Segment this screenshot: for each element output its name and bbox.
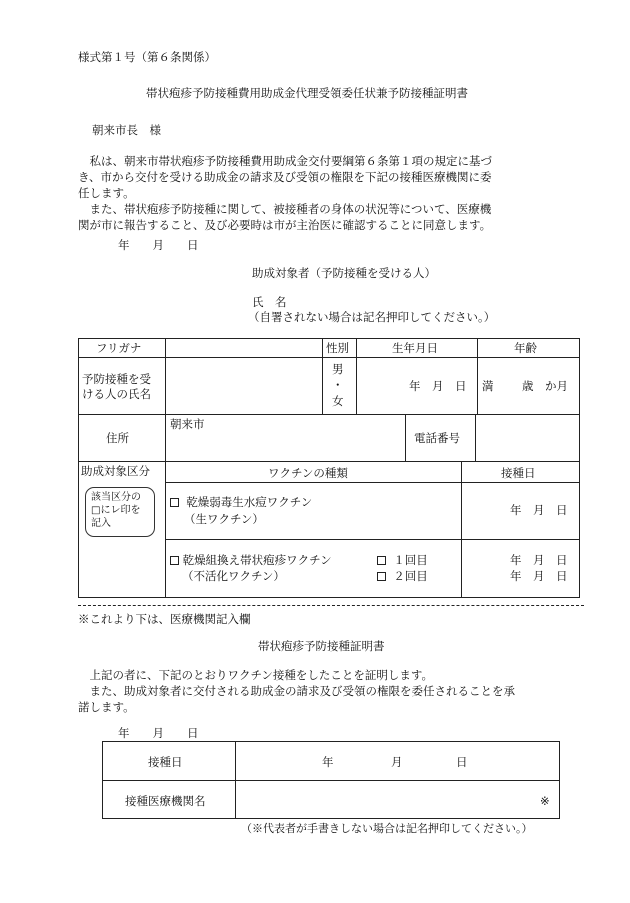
certificate-text [78,667,515,715]
vaccination-date-label: 接種日 [148,755,183,769]
applicant-label: 助成対象者（予防接種を受ける人） [252,266,436,280]
instruction-line: 記入 [91,518,111,529]
certificate-title: 帯状疱疹予防接種証明書 [258,639,385,653]
vacc-year: 年 [322,755,334,769]
institution-mark: ※ [540,794,550,808]
category-label: 助成対象区分 [81,464,150,478]
declaration-text [78,153,492,233]
address-label: 住所 [106,431,129,445]
certificate-line: また、助成対象者に交付される助成金の請求及び受領の権限を委任されることを承 [78,684,515,698]
dose1-row [377,553,428,567]
recomb-vaccine-checkbox[interactable] [170,556,179,565]
sex-female: 女 [332,394,344,408]
live-vaccine-sub: （生ワクチン） [184,512,264,526]
live-vaccine-date: 年 月 日 [510,503,568,517]
sex-label: 性別 [326,341,349,355]
live-vaccine-row [170,495,312,509]
dose1-label: １回目 [393,553,428,567]
birth-label: 生年月日 [392,341,438,355]
certificate-line: 上記の者に、下記のとおりワクチン接種をしたことを証明します。 [78,668,434,682]
sex-dot: ・ [332,378,344,392]
vaccine-type-label: ワクチンの種類 [268,466,348,480]
dose2-date: 年 月 日 [510,569,568,583]
medical-section-label: ※これより下は、医療機関記入欄 [78,612,251,626]
name-note: （自署されない場合は記名押印してください。） [248,310,496,324]
age-value: 歳 か月 [522,379,568,393]
section-divider [78,605,584,606]
dose1-date: 年 月 日 [510,553,568,567]
sex-male: 男 [332,362,344,376]
certificate-date: 年 月 日 [118,726,199,740]
vacc-month: 月 [391,755,403,769]
footnote: （※代表者が手書きしない場合は記名押印してください。） [241,822,533,835]
instruction-line: 該当区分の [91,492,141,503]
declaration-line: 私は、朝来市帯状疱疹予防接種費用助成金交付要綱第６条第１項の規定に基づ [78,154,492,168]
vaccination-date-label: 接種日 [501,466,536,480]
certificate-line: 諾します。 [78,700,135,714]
declaration-line: 関が市に報告すること、及び必要時は市が主治医に確認することに同意します。 [78,218,492,232]
age-label: 年齢 [514,341,537,355]
document-title: 帯状疱疹予防接種費用助成金代理受領委任状兼予防接種証明書 [146,86,468,100]
furigana-label: フリガナ [96,341,142,355]
live-vaccine-checkbox[interactable] [170,498,179,507]
institution-label: 接種医療機関名 [125,794,206,808]
live-vaccine-name: 乾燥弱毒生水痘ワクチン [186,495,313,509]
vacc-day: 日 [456,755,468,769]
city-value: 朝来市 [170,417,205,431]
phone-label: 電話番号 [414,431,460,445]
dose1-checkbox[interactable] [377,556,386,565]
form-number: 様式第１号（第６条関係） [78,50,216,64]
name-label: 氏 名 [252,295,287,309]
signature-date: 年 月 日 [118,238,199,252]
recomb-vaccine-sub: （不活化ワクチン） [182,569,285,583]
age-man: 満 [482,379,494,393]
name-label-l1: 予防接種を受 [82,372,151,386]
dose2-checkbox[interactable] [377,572,386,581]
recomb-vaccine-name: 乾燥組換え帯状疱疹ワクチン [182,553,332,567]
declaration-line: き、市から交付を受ける助成金の請求及び受領の権限を下記の接種医療機関に委 [78,170,492,184]
name-label-l2: ける人の氏名 [82,387,151,401]
declaration-line: 任します。 [78,186,135,200]
dose2-row [377,569,428,583]
addressee: 朝来市長 様 [92,123,161,137]
dose2-label: ２回目 [393,569,428,583]
recomb-vaccine-row [170,553,332,567]
instruction-text [91,491,141,530]
birth-value: 年 月 日 [409,379,467,393]
declaration-line: また、帯状疱疹予防接種に関して、被接種者の身体の状況等について、医療機 [78,202,492,216]
instruction-line: □にレ印を [91,505,141,516]
